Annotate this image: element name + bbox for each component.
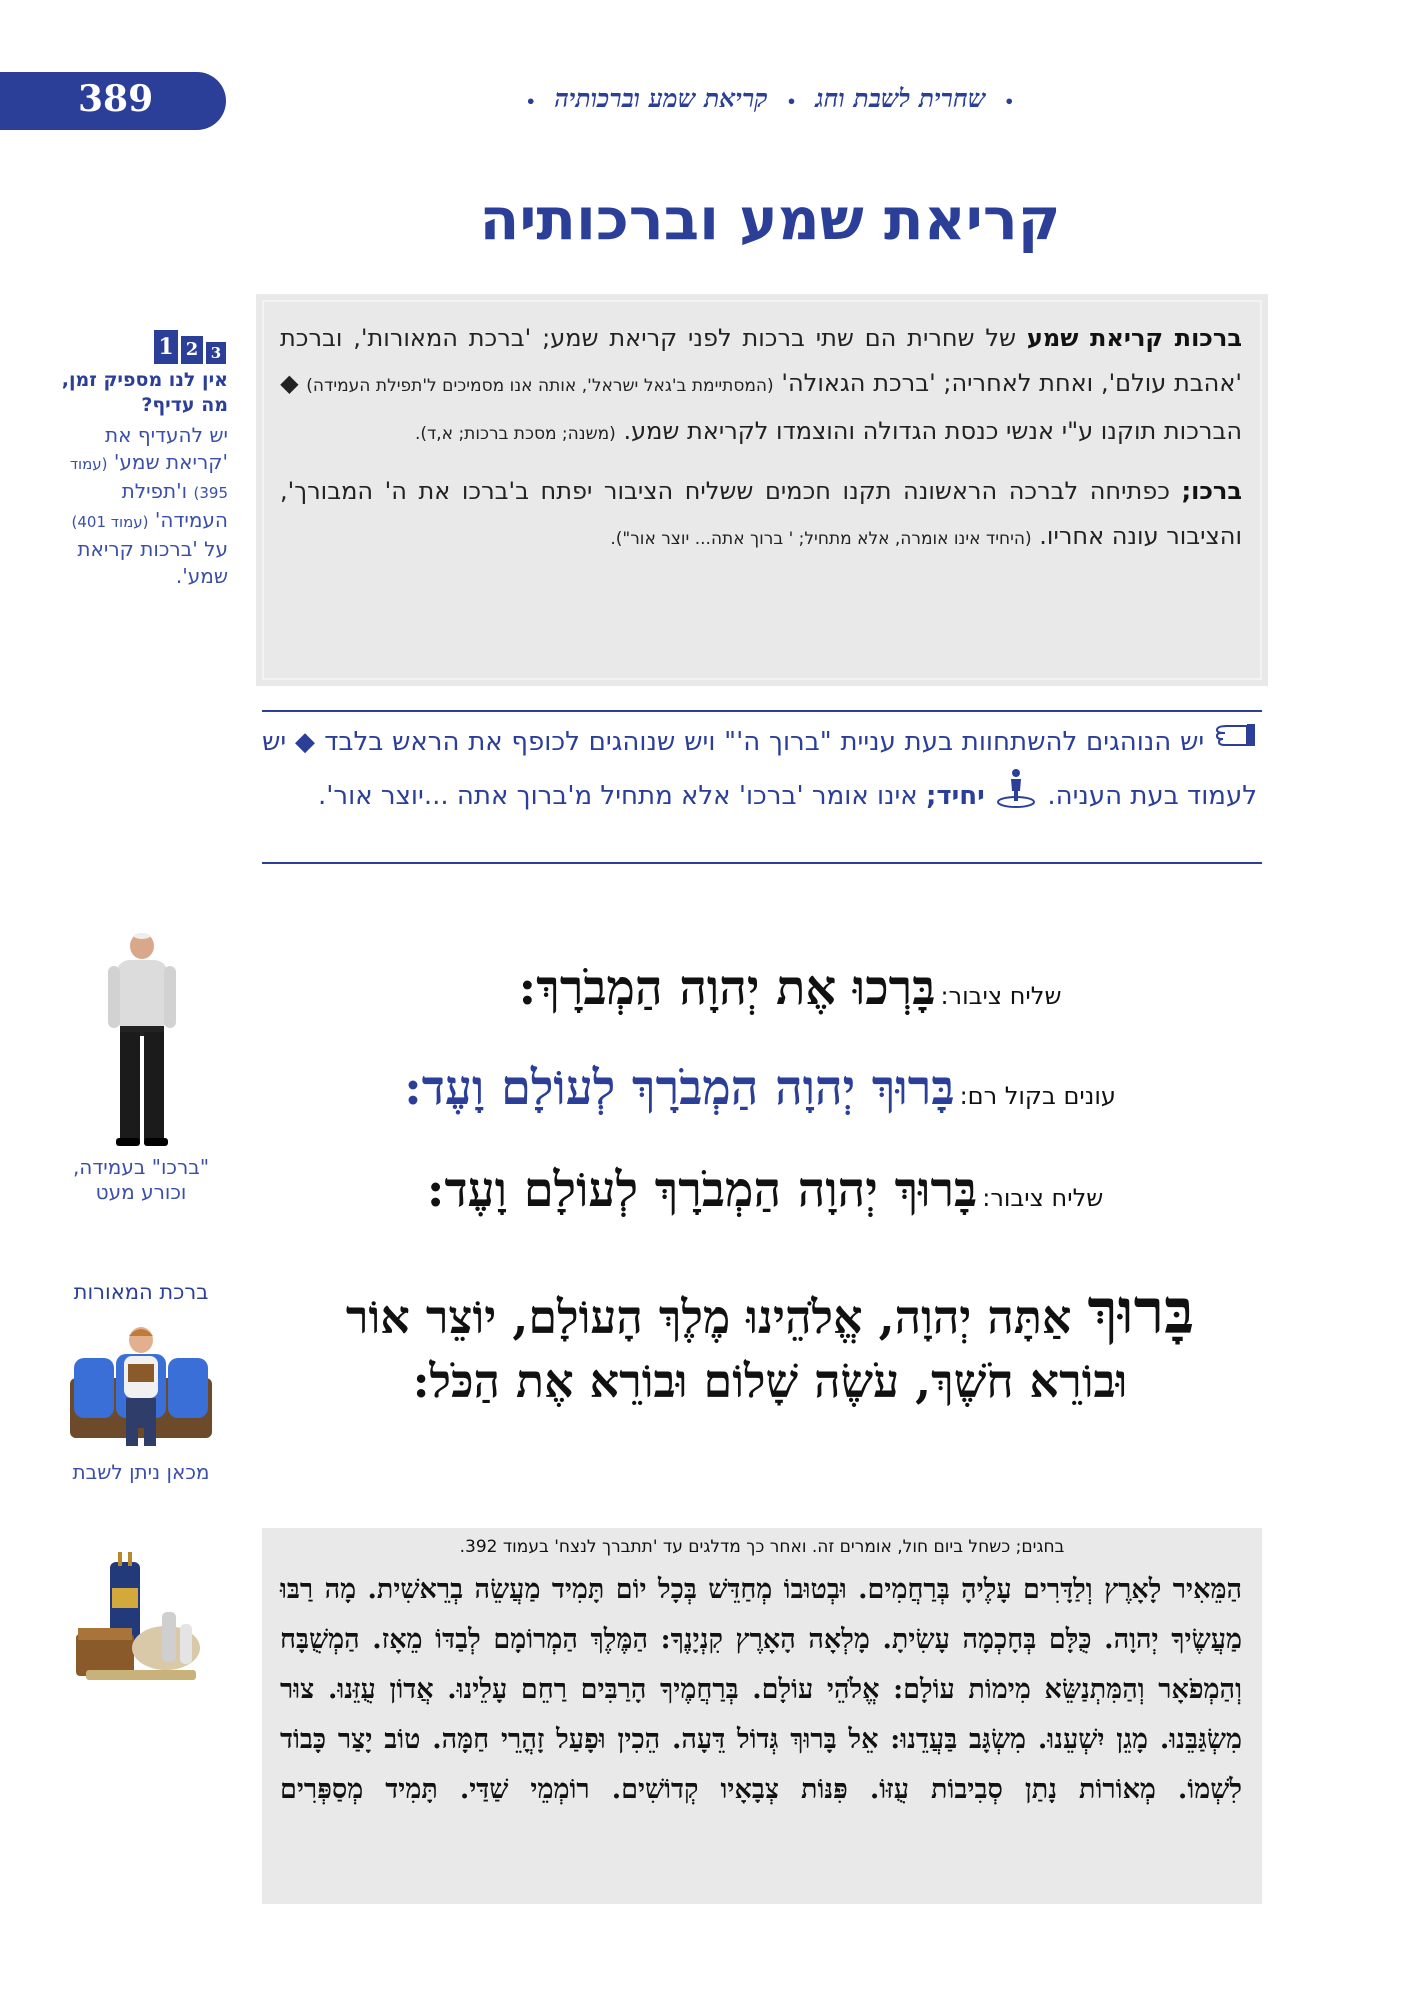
bottom-note: בחגים; כשחל ביום חול, אומרים זה. ואחר כך מדלגים עד 'תתברך לנצח' בעמוד 392. bbox=[459, 1537, 1065, 1557]
q-body-2: ו'תפילת העמידה' bbox=[121, 479, 228, 532]
bracha-first-word: בָּרוּךְ bbox=[1087, 1275, 1195, 1348]
bullet-icon: • bbox=[786, 92, 797, 111]
intro-note-1: (המסתיימת ב'גאל ישראל', אותה אנו מסמיכים ל'תפילת העמידה) bbox=[306, 376, 774, 396]
running-head-section: שחרית לשבת וחג bbox=[815, 84, 986, 113]
barchu-line-2 bbox=[300, 1060, 1220, 1116]
running-head bbox=[440, 84, 1100, 114]
instruction-yachid: יחיד; bbox=[925, 781, 985, 811]
intro-note-2: (היחיד אינו אומרה, אלא מתחיל; ' ברוך אתה... יוצר אור"). bbox=[610, 529, 1032, 549]
torah-illustration bbox=[66, 1548, 216, 1698]
prayer-text: בָּרְכוּ אֶת יְהוָה הַמְבֹרָךְ: bbox=[518, 960, 936, 1016]
bracha-text bbox=[270, 1275, 1270, 1413]
speaker-label: שליח ציבור: bbox=[940, 982, 1062, 1010]
speaker-label: עונים בקול רם: bbox=[959, 1082, 1116, 1110]
q-body-1: יש להעדיף את 'קריאת שמע' bbox=[104, 423, 228, 474]
sidebar-question-title: אין לנו מספיק זמן, מה עדיף? bbox=[61, 369, 228, 416]
intro-term-1: ברכות קריאת שמע bbox=[1026, 324, 1242, 352]
standing-caption: "ברכו" בעמידה, וכורע מעט bbox=[72, 1155, 210, 1204]
bullet-icon: • bbox=[525, 92, 536, 111]
seated-man-illustration bbox=[66, 1318, 216, 1453]
q-ref-2: (עמוד 401) bbox=[71, 513, 149, 531]
barchu-line-1 bbox=[380, 960, 1200, 1016]
digit-1: 1 bbox=[154, 330, 178, 364]
intro-source: (משנה; מסכת ברכות; א,ד). bbox=[414, 424, 616, 444]
bracha-line-2: וּבוֹרֵא חֹשֶׁךְ, עֹשֶׂה שָׁלוֹם וּבוֹרֵא אֶת הַכֹּל: bbox=[412, 1354, 1128, 1408]
bottom-prayer-text: הַמֵּאִיר לָאָרֶץ וְלַדָּרִים עָלֶיהָ בְּרַחֲמִים. וּבְטוּבוֹ מְחַדֵּשׁ בְּכָל יוֹם תָּמִיד מַעֲשֵׂה בְרֵאשִׁית. מָה רַבּוּ מַעֲשֶׂיךָ יְהוָה. כֻּלָּם בְּחָכְמָה עָשִׂיתָ. מָלְאָה הָאָרֶץ קִנְיָנֶךָ: הַמֶּלֶךְ הַמְרוֹמָם לְבַדּוֹ מֵאָז. הַמְשֻׁבָּח וְהַמְפֹאָר וְהַמִּתְנַשֵּׂא מִימוֹת עוֹלָם: אֱלֹהֵי עוֹלָם. בְּרַחֲמֶיךָ הָרַבִּים רַחֵם עָלֵינוּ. אֲדוֹן עֻזֵּנוּ. צוּר מִשְׂגַּבֵּנוּ. מָגֵן יִשְׁעֵנוּ. מִשְׂגָּב בַּעֲדֵנוּ: אֵל בָּרוּךְ גְּדוֹל דֵּעָה. הֵכִין וּפָעַל זָהֳרֵי חַמָּה. טוֹב יָצַר כָּבוֹד לִשְׁמוֹ. מְאוֹרוֹת נָתַן סְבִיבוֹת עֻזּוֹ. פִּנּוֹת צְבָאָיו קְדוֹשִׁים. רוֹמְמֵי שַׁדַּי. תָּמִיד מְסַפְּרִים bbox=[280, 1574, 1242, 1805]
pointing-hand-icon bbox=[1213, 718, 1257, 767]
speaker-label: שליח ציבור: bbox=[982, 1184, 1104, 1212]
bracha-line-1: אַתָּה יְהוָה, אֱלֹהֵינוּ מֶלֶךְ הָעוֹלָם, יוֹצֵר אוֹר bbox=[345, 1290, 1088, 1344]
page-title: קריאת שמע וברכותיה bbox=[479, 185, 1061, 253]
standing-man-illustration bbox=[98, 932, 186, 1152]
instruction-rule-bottom bbox=[262, 862, 1262, 864]
bullet-icon: • bbox=[1004, 92, 1015, 111]
intro-text-1: של שחרית הם שתי ברכות לפני קריאת שמע; 'ברכת המאורות', וברכת 'אהבת עולם', ואחת לאחריה; 'ברכת הגאולה' bbox=[280, 324, 1243, 397]
instruction-text-2: אינו אומר 'ברכו' אלא מתחיל מ'ברוך אתה ...יוצר אור'. bbox=[318, 781, 926, 811]
instruction-text-1: יש הנוהגים להשתחוות בעת עניית "ברוך ה'" ויש שנוהגים לכופף את הראש בלבד ◆ יש לעמוד בעת העניה. bbox=[262, 727, 1257, 811]
seated-caption: מכאן ניתן לשבת bbox=[72, 1460, 210, 1484]
page-number: 389 bbox=[78, 78, 154, 120]
prayer-text: בָּרוּךְ יְהוָה הַמְבֹרָךְ לְעוֹלָם וָעֶד: bbox=[404, 1060, 955, 1116]
intro-text bbox=[280, 316, 1242, 574]
digit-3: 3 bbox=[206, 342, 226, 364]
question-number-icon bbox=[150, 330, 226, 366]
instruction-rule-top bbox=[262, 710, 1262, 712]
sidebar-question-body bbox=[58, 422, 228, 590]
q-ref-1: (עמוד 395) bbox=[69, 455, 228, 502]
intro-text-3: כפתיחה לברכה הראשונה תקנו חכמים ששליח הציבור יפתח ב'ברכו את ה' המבורך', והציבור עונה אחריו. bbox=[280, 477, 1242, 550]
intro-paragraph-1 bbox=[280, 316, 1242, 457]
instructions bbox=[262, 718, 1257, 826]
intro-paragraph-2 bbox=[280, 469, 1242, 562]
standing-person-icon bbox=[993, 767, 1039, 826]
barchu-line-3 bbox=[330, 1162, 1200, 1218]
intro-text-2: ◆ הברכות תוקנו ע"י אנשי כנסת הגדולה והוצמדו לקריאת שמע. bbox=[280, 369, 1242, 445]
maorot-label: ברכת המאורות bbox=[73, 1280, 209, 1304]
digit-2: 2 bbox=[181, 336, 203, 364]
running-head-chapter: קריאת שמע וברכותיה bbox=[554, 84, 768, 113]
intro-term-2: ברכו; bbox=[1181, 477, 1242, 505]
prayer-text: בָּרוּךְ יְהוָה הַמְבֹרָךְ לְעוֹלָם וָעֶד: bbox=[426, 1162, 978, 1218]
q-body-3: על 'ברכות קריאת שמע'. bbox=[77, 537, 228, 588]
